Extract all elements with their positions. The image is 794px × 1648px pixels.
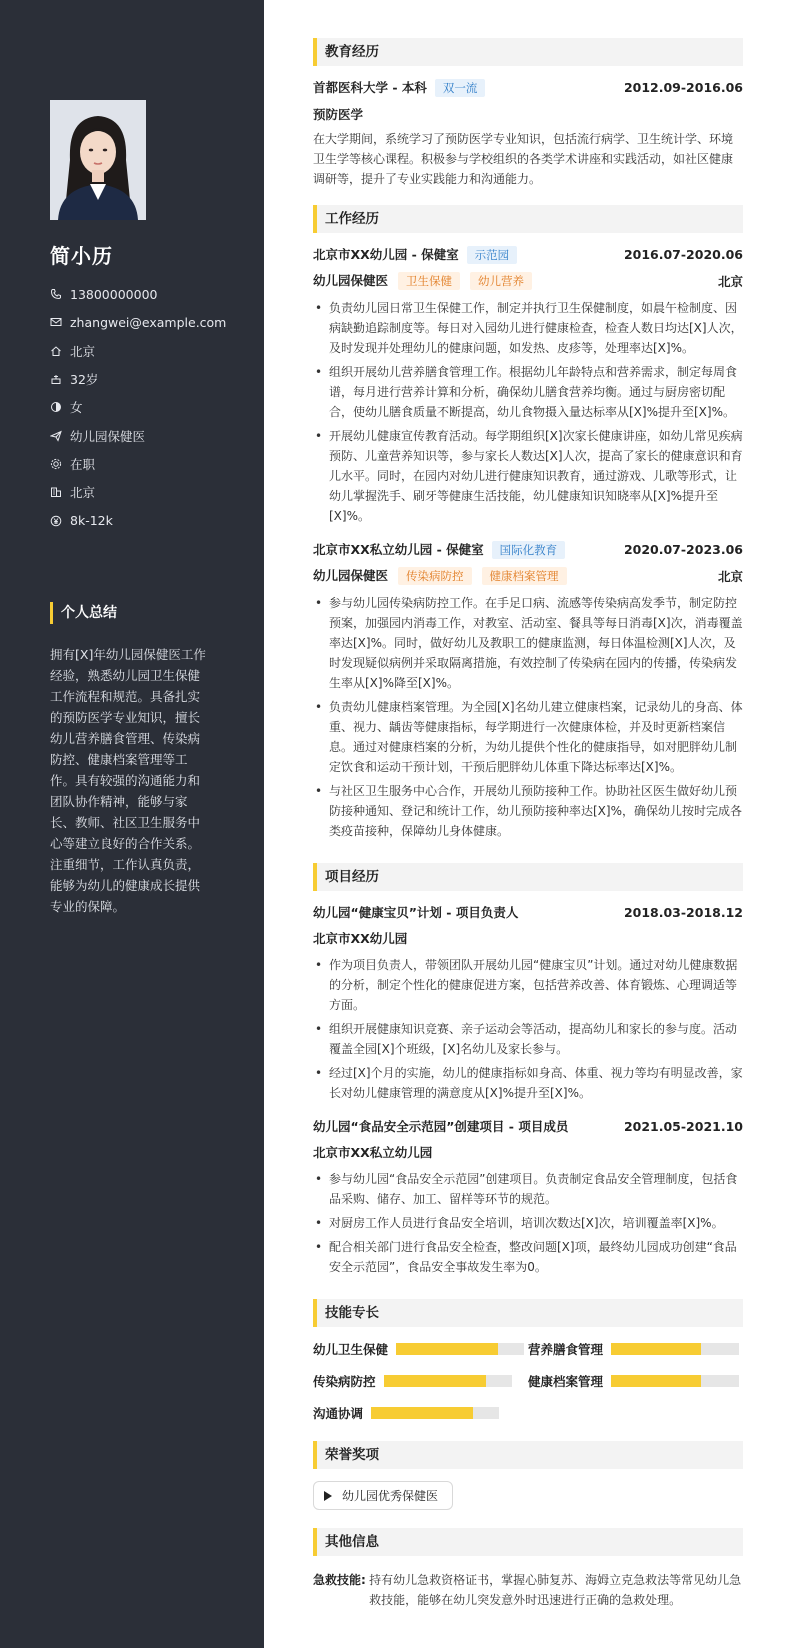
job-role-row (313, 271, 743, 290)
job-bullets (313, 593, 743, 841)
skills-list (313, 1333, 743, 1429)
main-content (313, 38, 743, 1610)
candidate-name: 简小历 (50, 244, 113, 268)
job-role-row (313, 566, 743, 585)
work-title: 工作经历 (313, 205, 743, 233)
job-skill-tag: 传染病防控 (398, 567, 472, 585)
education-desc: 在大学期间，系统学习了预防医学专业知识，包括流行病学、卫生统计学、环境卫生学等核心课程。积极参与学校组织的各类学术讲座和实践活动，如社区健康调研等，提升了专业实践能力和沟通能力。 (313, 132, 734, 186)
skill-bar (384, 1375, 512, 1387)
skill-bar-fill (611, 1375, 701, 1387)
skill-bar-fill (371, 1407, 473, 1419)
list-item: • 参与幼儿园传染病防控工作。在手足口病、流感等传染病高发季节，制定防控预案，加强园内消毒工作，对教室、活动室、餐具等每日消毒[X]次，消毒覆盖率达[X]%。同时，做好幼儿及教职工的健康监测，每日体温检测[X]人次，及时发现疑似病例并采取隔离措施，有效控制了传染病在园内的传播，传染病发生率从[X]%降至[X]%。 (313, 593, 743, 693)
skill-bar-fill (396, 1343, 498, 1355)
skills-title: 技能专长 (313, 1299, 743, 1327)
skill-name: 健康档案管理 (528, 1374, 604, 1389)
job-header (313, 245, 743, 264)
info-city (50, 478, 226, 506)
other-key: 急救技能: (313, 1573, 366, 1587)
job-skill-tag: 幼儿营养 (470, 272, 532, 290)
skill-name: 幼儿卫生保健 (313, 1342, 389, 1357)
contact-info-list (50, 280, 226, 535)
list-item: • 与社区卫生服务中心合作，开展幼儿预防接种工作。协助社区医生做好幼儿预防接种通知、登记和统计工作，幼儿预防接种率达[X]%，确保幼儿按时完成各类疫苗接种，保障幼儿身体健康。 (313, 781, 743, 841)
age-icon (50, 373, 62, 385)
project-org: 北京市XX私立幼儿园 (313, 1145, 433, 1160)
info-city-text: 北京 (70, 485, 96, 501)
education-header (313, 78, 743, 97)
info-location-text: 北京 (70, 343, 96, 359)
job-item (313, 540, 743, 841)
skill-item (313, 1397, 528, 1429)
project-date: 2018.03-2018.12 (623, 904, 743, 920)
project-item (313, 1117, 743, 1277)
skill-item (528, 1333, 743, 1365)
project-bullets (313, 1169, 743, 1277)
info-position (50, 421, 226, 449)
job-skill-tag: 卫生保健 (398, 272, 460, 290)
list-item: • 负责幼儿园日常卫生保健工作，制定并执行卫生保健制度，如晨午检制度、因病缺勤追踪制度等。每日对入园幼儿进行健康检查，检查人数日均达[X]人次，及时发现并处理幼儿的健康问题，如发热、皮疹等，处理率达[X]%。 (313, 298, 743, 358)
job-company: 北京市XX私立幼儿园 - 保健室 (313, 542, 484, 557)
education-date: 2012.09-2016.06 (623, 80, 743, 95)
job-skill-tag: 健康档案管理 (482, 567, 567, 585)
projects-title: 项目经历 (313, 863, 743, 891)
info-status-text: 在职 (70, 456, 96, 472)
info-position-text: 幼儿园保健医 (70, 428, 146, 444)
project-org: 北京市XX幼儿园 (313, 931, 408, 946)
avatar (50, 100, 146, 220)
project-date: 2021.05-2021.10 (623, 1118, 743, 1134)
skill-bar (611, 1375, 739, 1387)
other-item (313, 1570, 743, 1610)
salary-icon (50, 515, 62, 527)
project-header (313, 903, 743, 921)
job-tag: 示范园 (467, 246, 518, 264)
info-age (50, 365, 226, 393)
job-role: 幼儿园保健医 (313, 273, 389, 288)
education-major: 预防医学 (313, 107, 364, 122)
list-item: • 组织开展幼儿营养膳食管理工作。根据幼儿年龄特点和营养需求，制定每周食谱，每月进行营养计算和分析，确保幼儿膳食营养均衡。通过与厨房密切配合，使幼儿膳食质量不断提高，幼儿食物摄入量达标率从[X]%提升至[X]%。 (313, 362, 743, 422)
mail-icon (50, 316, 62, 328)
list-item: • 参与幼儿园“食品安全示范园”创建项目。负责制定食品安全管理制度，包括食品采购、储存、加工、留样等环节的规范。 (313, 1169, 743, 1209)
phone-icon (50, 288, 62, 300)
list-item: • 开展幼儿健康宣传教育活动。每学期组织[X]次家长健康讲座，如幼儿常见疾病预防、儿童营养知识等，参与家长人数达[X]人次，提高了家长的健康意识和育儿水平。同时，在园内对幼儿进行健康知识教育，通过游戏、儿歌等形式，让幼儿掌握洗手、刷牙等健康生活技能，幼儿健康知识知晓率从[X]%提升至[X]%。 (313, 426, 743, 526)
awards-title: 荣誉奖项 (313, 1441, 743, 1469)
other-title: 其他信息 (313, 1528, 743, 1556)
skill-name: 沟通协调 (313, 1406, 364, 1421)
skill-bar-fill (384, 1375, 486, 1387)
project-item (313, 903, 743, 1103)
sidebar (0, 0, 264, 1648)
info-location (50, 337, 226, 365)
summary-title: 个人总结 (50, 602, 117, 624)
skill-item (313, 1333, 528, 1365)
info-gender-text: 女 (70, 400, 83, 416)
gender-icon (50, 401, 62, 413)
job-tag: 国际化教育 (492, 541, 566, 559)
info-salary (50, 506, 226, 534)
job-bullets (313, 298, 743, 526)
list-item: • 配合相关部门进行食品安全检查，整改问题[X]项，最终幼儿园成功创建“食品安全示范园”，食品安全事故发生率为0。 (313, 1237, 743, 1277)
project-name: 幼儿园“健康宝贝”计划 - 项目负责人 (313, 905, 519, 920)
list-item: • 组织开展健康知识竞赛、亲子运动会等活动，提高幼儿和家长的参与度。活动覆盖全园[X]个班级，[X]名幼儿及家长参与。 (313, 1019, 743, 1059)
job-company: 北京市XX幼儿园 - 保健室 (313, 247, 459, 262)
education-title: 教育经历 (313, 38, 743, 66)
skill-bar (371, 1407, 499, 1419)
info-gender (50, 393, 226, 421)
summary-text: 拥有[X]年幼儿园保健医工作经验，熟悉幼儿园卫生保健工作流程和规范。具备扎实的预防医学专业知识，擅长幼儿营养膳食管理、传染病防控、健康档案管理等工作。具有较强的沟通能力和团队协作精神，能够与家长、教师、社区卫生服务中心等建立良好的合作关系。注重细节，工作认真负责，能够为幼儿的健康成长提供专业的保障。 (50, 647, 206, 914)
award-badge (313, 1481, 453, 1510)
skill-item (313, 1365, 528, 1397)
job-city: 北京 (717, 568, 743, 584)
job-item (313, 245, 743, 526)
home-icon (50, 345, 62, 357)
project-name: 幼儿园“食品安全示范园”创建项目 - 项目成员 (313, 1119, 569, 1134)
other-value: 持有幼儿急救资格证书，掌握心肺复苏、海姆立克急救法等常见幼儿急救技能，能够在幼儿突发意外时迅速进行正确的急救处理。 (369, 1573, 742, 1607)
info-status (50, 450, 226, 478)
education-school: 首都医科大学 - 本科 (313, 80, 427, 95)
project-header (313, 1117, 743, 1135)
building-icon (50, 486, 62, 498)
job-date: 2016.07-2020.06 (623, 247, 743, 262)
play-icon (324, 1491, 332, 1501)
info-phone (50, 280, 226, 308)
skill-item (528, 1365, 743, 1397)
info-phone-text: 13800000000 (70, 286, 158, 302)
status-icon (50, 458, 62, 470)
skill-bar (396, 1343, 524, 1355)
job-header (313, 540, 743, 559)
list-item: • 经过[X]个月的实施，幼儿的健康指标如身高、体重、视力等均有明显改善，家长对幼儿健康管理的满意度从[X]%提升至[X]%。 (313, 1063, 743, 1103)
list-item: • 对厨房工作人员进行食品安全培训，培训次数达[X]次，培训覆盖率[X]%。 (313, 1213, 743, 1233)
avatar-photo-icon (50, 100, 146, 220)
info-salary-text: 8k-12k (70, 513, 113, 529)
info-email (50, 308, 226, 336)
skill-name: 传染病防控 (313, 1374, 376, 1389)
job-date: 2020.07-2023.06 (623, 542, 743, 557)
project-bullets (313, 955, 743, 1103)
skill-bar-fill (611, 1343, 701, 1355)
education-tag: 双一流 (435, 79, 486, 97)
info-age-text: 32岁 (70, 372, 99, 388)
skill-bar (611, 1343, 739, 1355)
job-city: 北京 (717, 273, 743, 289)
skill-name: 营养膳食管理 (528, 1342, 604, 1357)
list-item: • 作为项目负责人，带领团队开展幼儿园“健康宝贝”计划。通过对幼儿健康数据的分析，制定个性化的健康促进方案，包括营养改善、体育锻炼、心理调适等方面。 (313, 955, 743, 1015)
send-icon (50, 430, 62, 442)
award-name: 幼儿园优秀保健医 (342, 1489, 439, 1503)
job-role: 幼儿园保健医 (313, 568, 389, 583)
list-item: • 负责幼儿健康档案管理。为全园[X]名幼儿建立健康档案，记录幼儿的身高、体重、视力、龋齿等健康指标，每学期进行一次健康体检，并及时更新档案信息。通过对健康档案的分析，为幼儿提供个性化的健康指导，如对肥胖幼儿制定饮食和运动干预计划，干预后肥胖幼儿体重下降达标率达[X]%。 (313, 697, 743, 777)
info-email-text: zhangwei@example.com (70, 314, 227, 330)
